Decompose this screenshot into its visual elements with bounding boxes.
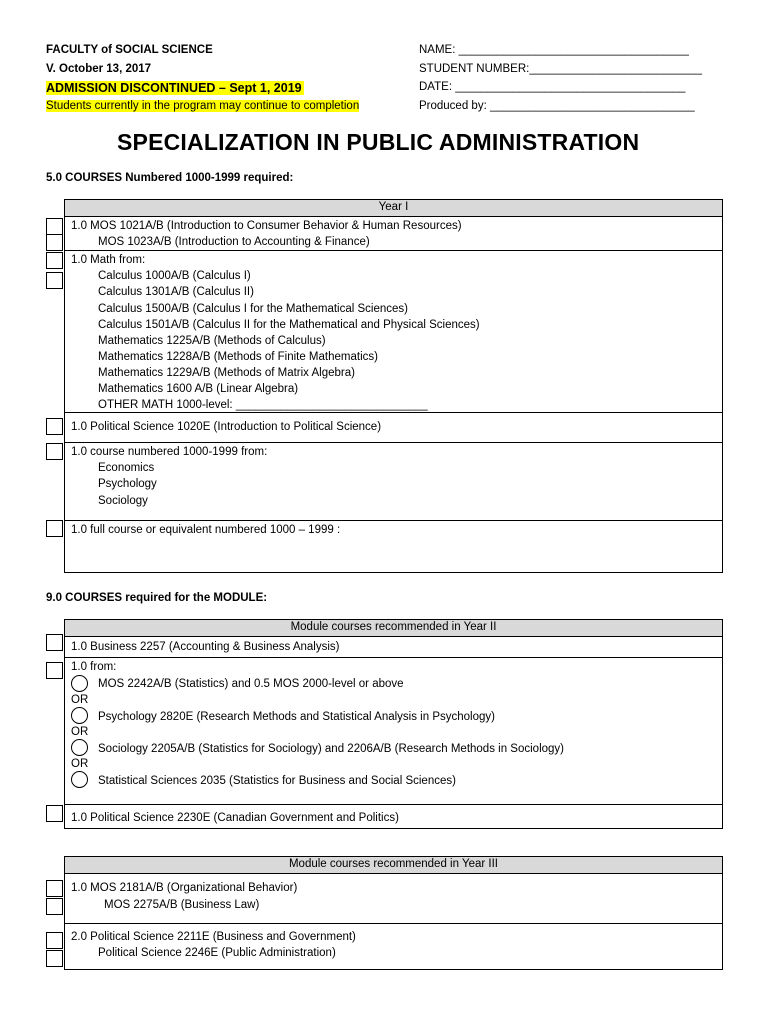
row-text: 1.0 MOS 2181A/B (Organizational Behavior) <box>71 882 298 894</box>
row-text: 1.0 Political Science 1020E (Introduction to Political Science) <box>71 421 382 433</box>
radio-option[interactable] <box>71 675 88 692</box>
section1-heading: 5.0 COURSES Numbered 1000-1999 required: <box>46 172 294 184</box>
list-item: Mathematics 1229A/B (Methods of Matrix Algebra) <box>98 367 355 379</box>
checkbox[interactable] <box>46 218 63 235</box>
or-label: OR <box>71 758 89 770</box>
list-item[interactable]: OTHER MATH 1000-level: ______________________________ <box>98 399 428 411</box>
list-item: Mathematics 1225A/B (Methods of Calculus) <box>98 335 326 347</box>
option-label: MOS 2242A/B (Statistics) and 0.5 MOS 2000-level or above <box>98 678 404 690</box>
name-field[interactable]: NAME: ____________________________________ <box>419 44 689 56</box>
table-row <box>65 923 722 970</box>
list-item: Mathematics 1228A/B (Methods of Finite Mathematics) <box>98 351 378 363</box>
checkbox[interactable] <box>46 880 63 897</box>
table-row <box>65 874 722 923</box>
table-row <box>65 442 722 520</box>
checkbox[interactable] <box>46 932 63 949</box>
produced-by-field[interactable]: Produced by: ________________________________ <box>419 100 695 112</box>
date-field[interactable]: DATE: ____________________________________ <box>419 81 686 93</box>
list-item: Calculus 1301A/B (Calculus II) <box>98 286 254 298</box>
year1-table <box>64 199 723 573</box>
row-text: MOS 1023A/B (Introduction to Accounting & Finance) <box>98 236 370 248</box>
row-text: 1.0 Math from: <box>71 254 146 266</box>
row-text: 1.0 MOS 1021A/B (Introduction to Consumer Behavior & Human Resources) <box>71 220 462 232</box>
year2-table-header: Module courses recommended in Year II <box>65 620 722 637</box>
option-label: Psychology 2820E (Research Methods and Statistical Analysis in Psychology) <box>98 711 495 723</box>
or-label: OR <box>71 694 89 706</box>
student-number-field[interactable]: STUDENT NUMBER:___________________________ <box>419 63 703 75</box>
page-title: SPECIALIZATION IN PUBLIC ADMINISTRATION <box>117 129 640 155</box>
list-item: Calculus 1500A/B (Calculus I for the Mathematical Sciences) <box>98 303 409 315</box>
row-text: 2.0 Political Science 2211E (Business and Government) <box>71 931 356 943</box>
list-item: Calculus 1000A/B (Calculus I) <box>98 270 251 282</box>
checkbox[interactable] <box>46 520 63 537</box>
table-row <box>65 657 722 804</box>
checkbox[interactable] <box>46 805 63 822</box>
checkbox[interactable] <box>46 898 63 915</box>
admission-discontinued-notice: ADMISSION DISCONTINUED – Sept 1, 2019 <box>46 81 302 95</box>
row-text: MOS 2275A/B (Business Law) <box>104 899 260 911</box>
checkbox[interactable] <box>46 662 63 679</box>
checkbox[interactable] <box>46 634 63 651</box>
list-item: Psychology <box>98 478 157 490</box>
version-label: V. October 13, 2017 <box>46 63 152 75</box>
table-row <box>65 637 722 657</box>
row-text: 1.0 course numbered 1000-1999 from: <box>71 446 268 458</box>
option-label: Statistical Sciences 2035 (Statistics for Business and Social Sciences) <box>98 775 456 787</box>
checkbox[interactable] <box>46 234 63 251</box>
year3-table-header: Module courses recommended in Year III <box>65 857 722 874</box>
row-text: 1.0 Business 2257 (Accounting & Business Analysis) <box>71 641 340 653</box>
list-item: Mathematics 1600 A/B (Linear Algebra) <box>98 383 299 395</box>
list-item: Calculus 1501A/B (Calculus II for the Mathematical and Physical Sciences) <box>98 319 480 331</box>
year1-table-header: Year I <box>65 200 722 217</box>
list-item: Sociology <box>98 495 148 507</box>
row-text: 1.0 full course or equivalent numbered 1000 – 1999 : <box>71 524 341 536</box>
option-label: Sociology 2205A/B (Statistics for Sociology) and 2206A/B (Research Methods in Sociology) <box>98 743 564 755</box>
checkbox[interactable] <box>46 443 63 460</box>
year2-table <box>64 619 723 829</box>
checkbox[interactable] <box>46 418 63 435</box>
year3-table <box>64 856 723 970</box>
row-text: Political Science 2246E (Public Administration) <box>98 947 336 959</box>
table-row <box>65 804 722 829</box>
row-text: 1.0 Political Science 2230E (Canadian Government and Politics) <box>71 812 399 824</box>
continue-note: Students currently in the program may continue to completion <box>46 100 360 112</box>
radio-option[interactable] <box>71 771 88 788</box>
list-item: Economics <box>98 462 155 474</box>
table-row <box>65 217 722 250</box>
checkbox[interactable] <box>46 252 63 269</box>
table-row <box>65 412 722 442</box>
radio-option[interactable] <box>71 739 88 756</box>
or-label: OR <box>71 726 89 738</box>
table-row <box>65 250 722 412</box>
checkbox[interactable] <box>46 272 63 289</box>
checkbox[interactable] <box>46 950 63 967</box>
faculty-label: FACULTY of SOCIAL SCIENCE <box>46 44 213 56</box>
radio-option[interactable] <box>71 707 88 724</box>
table-row[interactable] <box>65 520 722 574</box>
section2-heading: 9.0 COURSES required for the MODULE: <box>46 592 268 604</box>
row-text: 1.0 from: <box>71 661 117 673</box>
